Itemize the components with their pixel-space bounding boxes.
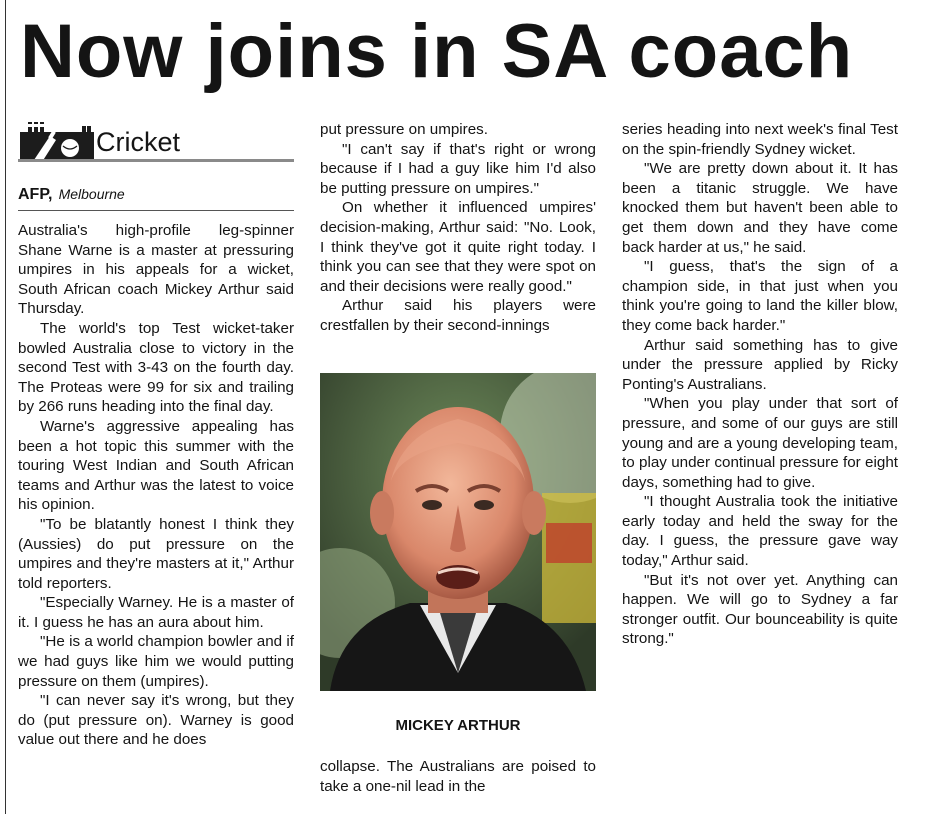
paragraph: "I thought Australia took the initiative early today and held the sway for the day. I guess, the pressure gave way today," Arthur said. bbox=[622, 493, 898, 570]
section-rule bbox=[18, 159, 294, 162]
headline: Now joins in SA coach bbox=[20, 9, 854, 94]
coach-photo bbox=[320, 373, 596, 691]
cricket-bat-ball-icon bbox=[20, 122, 94, 162]
paragraph: "He is a world champion bowler and if we had guys like him we would putting pressure on them (umpires). bbox=[18, 633, 294, 690]
paragraph: Arthur said something has to give under the pressure applied by Ricky Ponting's Australians. bbox=[622, 336, 898, 393]
section-header bbox=[18, 120, 294, 164]
page-left-border bbox=[5, 0, 6, 814]
paragraph: "When you play under that sort of pressure, and some of our guys are still young and are a young developing team, to play under continual pressure for eight days, something had to give. bbox=[622, 395, 898, 491]
article-column-2 bbox=[320, 120, 596, 336]
paragraph: "I guess, that's the sign of a champion side, in that just when you think you're going to land the killer blow, they come back harder." bbox=[622, 258, 898, 334]
paragraph: "To be blatantly honest I think they (Aussies) do put pressure on the umpires and they're masters at it," Arthur told reporters. bbox=[18, 515, 294, 592]
paragraph: "I can never say it's wrong, but they do (put pressure on). Warney is good value out there and he does bbox=[18, 692, 294, 749]
section-title: Cricket bbox=[96, 127, 181, 157]
paragraph: Warne's aggressive appealing has been a hot topic this summer with the touring West Indian and South African teams and Arthur was the latest to voice his opinion. bbox=[18, 417, 294, 514]
article-column-1 bbox=[18, 120, 294, 750]
paragraph: put pressure on umpires. bbox=[320, 121, 488, 138]
paragraph: collapse. The Australians are poised to take a one-nil lead in the bbox=[320, 758, 596, 795]
paragraph: "But it's not over yet. Anything can happen. We will go to Sydney a far stronger outfit. Our bounceability is quite strong." bbox=[622, 571, 898, 648]
byline-dateline: Melbourne bbox=[58, 186, 125, 202]
article-column-3 bbox=[622, 120, 898, 649]
photo-caption: MICKEY ARTHUR bbox=[395, 717, 521, 734]
paragraph: On whether it influenced umpires' decision-making, Arthur said: "No. Look, I think they've got it quite right today. I think you can see that they were spot on and their decisions were really good." bbox=[320, 199, 596, 295]
paragraph: The world's top Test wicket-taker bowled Australia close to victory in the second Test with 3-43 on the fourth day. The Proteas were 99 for six and trailing by 266 runs heading into the final day. bbox=[18, 319, 294, 416]
paragraph: series heading into next week's final Test on the spin-friendly Sydney wicket. bbox=[622, 121, 898, 158]
column-1-body bbox=[18, 221, 294, 750]
paragraph: Australia's high-profile leg-spinner Shane Warne is a master at pressuring umpires in his appeals for a wicket, South African coach Mickey Arthur said Thursday. bbox=[18, 222, 294, 318]
paragraph: "Especially Warney. He is a master of it. I guess he has an aura about him. bbox=[18, 594, 294, 631]
portrait-illustration bbox=[320, 373, 596, 691]
byline bbox=[18, 184, 294, 211]
paragraph: Arthur said his players were crestfallen by their second-innings bbox=[320, 297, 596, 334]
byline-agency: AFP, bbox=[18, 186, 53, 203]
paragraph: "We are pretty down about it. It has been a titanic struggle. We have knocked them but haven't been able to get them down and they have come back harder at us," he said. bbox=[622, 160, 898, 256]
article-column-2-continued bbox=[320, 757, 596, 796]
paragraph: "I can't say if that's right or wrong because if I had a guy like him I'd also be putting pressure on umpires." bbox=[320, 140, 596, 197]
